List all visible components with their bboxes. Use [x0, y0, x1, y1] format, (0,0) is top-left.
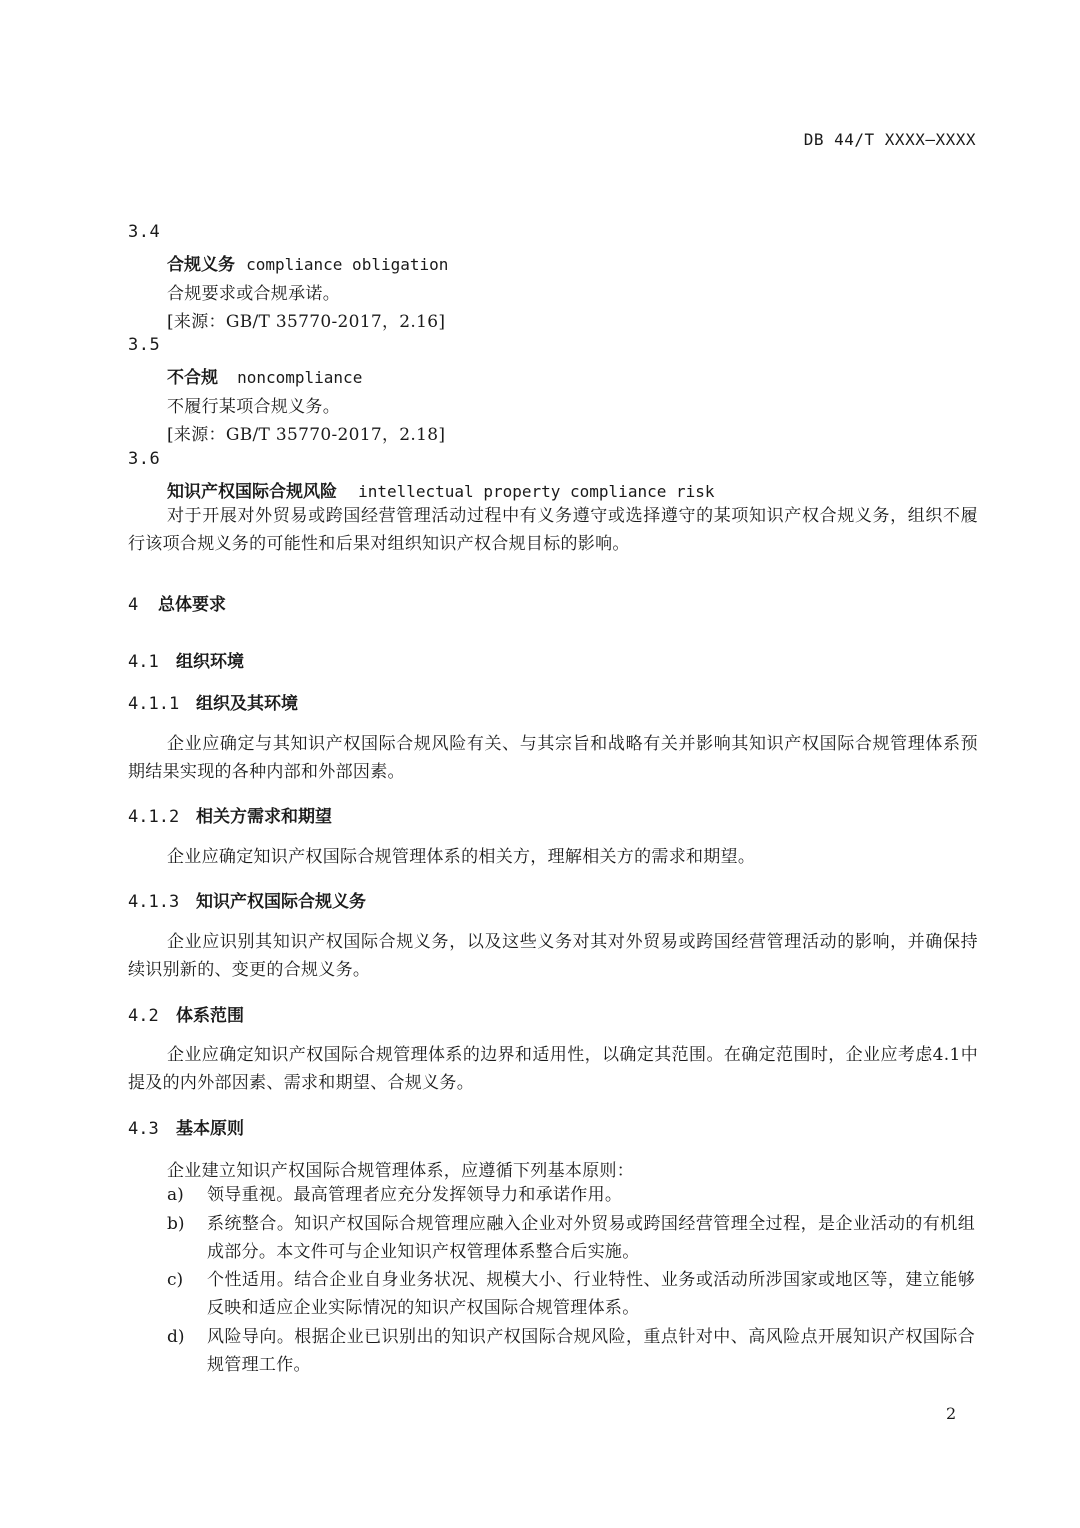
- term-number: 3.5: [128, 335, 161, 355]
- term-heading: [167, 363, 362, 388]
- term-source: [来源：GB/T 35770-2017，2.18]: [167, 425, 446, 445]
- list-item-label: d): [167, 1327, 185, 1347]
- list-item-label: b): [167, 1214, 185, 1234]
- section-heading-4: [128, 590, 226, 615]
- section-title: 总体要求: [158, 595, 226, 615]
- paragraph: 企业应识别其知识产权国际合规义务，以及这些义务对其对外贸易或跨国经营管理活动的影响，并确保持续识别新的、变更的合规义务。: [128, 932, 978, 980]
- term-en: compliance obligation: [246, 255, 449, 274]
- list-item-text: 系统整合。知识产权国际合规管理应融入企业对外贸易或跨国经营管理全过程，是企业活动的有机组成部分。本文件可与企业知识产权管理体系整合后实施。: [207, 1214, 975, 1262]
- section-number: 4.1.1: [128, 694, 180, 714]
- section-title: 基本原则: [176, 1119, 244, 1139]
- section-title: 知识产权国际合规义务: [196, 892, 366, 912]
- document-code: DB 44/T XXXX—XXXX: [803, 130, 976, 149]
- term-heading: [167, 477, 715, 502]
- term-en: intellectual property compliance risk: [358, 482, 715, 501]
- section-heading-4-1-3: [128, 887, 366, 912]
- section-title: 组织环境: [176, 652, 244, 672]
- section-heading-4-1-1: [128, 689, 298, 714]
- page-number: 2: [946, 1404, 957, 1423]
- list-item-text: 个性适用。结合企业自身业务状况、规模大小、行业特性、业务或活动所涉国家或地区等，建立能够反映和适应企业实际情况的知识产权国际合规管理体系。: [207, 1270, 975, 1318]
- paragraph: 企业应确定与其知识产权国际合规风险有关、与其宗旨和战略有关并影响其知识产权国际合规管理体系预期结果实现的各种内部和外部因素。: [128, 734, 978, 782]
- section-title: 组织及其环境: [196, 694, 298, 714]
- section-heading-4-1: [128, 647, 244, 672]
- section-number: 4.1.3: [128, 892, 180, 912]
- list-item-label: a): [167, 1185, 184, 1205]
- term-zh: 不合规: [167, 368, 218, 388]
- list-item-label: c): [167, 1270, 184, 1290]
- term-definition: 不履行某项合规义务。: [167, 397, 340, 417]
- section-number: 4.1.2: [128, 807, 180, 827]
- list-item-text: 风险导向。根据企业已识别出的知识产权国际合规风险，重点针对中、高风险点开展知识产权国际合规管理工作。: [207, 1327, 975, 1375]
- term-definition: 对于开展对外贸易或跨国经营管理活动过程中有义务遵守或选择遵守的某项知识产权合规义务，组织不履行该项合规义务的可能性和后果对组织知识产权合规目标的影响。: [128, 506, 978, 554]
- section-number: 4.3: [128, 1119, 159, 1139]
- paragraph: 企业应确定知识产权国际合规管理体系的相关方，理解相关方的需求和期望。: [167, 847, 756, 867]
- section-number: 4.2: [128, 1006, 159, 1026]
- paragraph: 企业应确定知识产权国际合规管理体系的边界和适用性，以确定其范围。在确定范围时，企业应考虑4.1中提及的内外部因素、需求和期望、合规义务。: [128, 1045, 978, 1093]
- term-source: [来源：GB/T 35770-2017，2.16]: [167, 312, 446, 332]
- term-zh: 合规义务: [167, 255, 235, 275]
- section-title: 体系范围: [176, 1006, 244, 1026]
- term-zh: 知识产权国际合规风险: [167, 482, 337, 502]
- term-number: 3.4: [128, 222, 161, 242]
- section-title: 相关方需求和期望: [196, 807, 332, 827]
- term-heading: [167, 250, 448, 275]
- section-number: 4.1: [128, 652, 159, 672]
- section-number: 4: [128, 595, 139, 615]
- section-heading-4-2: [128, 1001, 244, 1026]
- section-heading-4-1-2: [128, 802, 332, 827]
- paragraph: 企业建立知识产权国际合规管理体系，应遵循下列基本原则：: [167, 1161, 635, 1181]
- term-number: 3.6: [128, 449, 161, 469]
- term-en: noncompliance: [237, 368, 363, 387]
- section-heading-4-3: [128, 1114, 244, 1139]
- list-item-text: 领导重视。最高管理者应充分发挥领导力和承诺作用。: [207, 1185, 623, 1205]
- term-definition: 合规要求或合规承诺。: [167, 284, 340, 304]
